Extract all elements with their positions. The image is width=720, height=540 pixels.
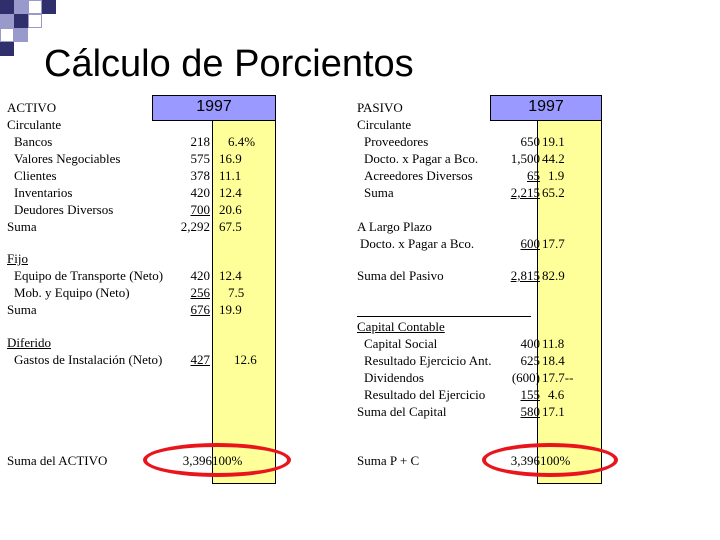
corner-square-4 xyxy=(42,0,56,14)
deudores-value: 700 xyxy=(190,202,210,217)
suma-capital-pct: 17.1 xyxy=(542,404,565,419)
fijo-suma-label: Suma xyxy=(7,302,37,317)
suma-capital-value: 580 xyxy=(520,404,540,419)
mobiliario-value: 256 xyxy=(190,285,210,300)
capital-social-pct: 11.8 xyxy=(542,336,565,351)
bancos-label: Bancos xyxy=(14,134,53,149)
circulante-suma-value: 2,292 xyxy=(180,219,210,234)
right-pct-column xyxy=(537,118,602,484)
docto-bco-value: 1,500 xyxy=(510,151,540,166)
activo-heading: ACTIVO xyxy=(7,100,57,115)
suma-activo-value: 3,396 xyxy=(182,453,212,468)
capital-social-value: 400 xyxy=(520,336,540,351)
circulante-suma-label: Suma xyxy=(7,219,37,234)
corner-square-3 xyxy=(28,0,42,14)
docto-largo-label: Docto. x Pagar a Bco. xyxy=(360,236,475,251)
deudores-pct: 20.6 xyxy=(219,202,242,217)
suma-activo-label: Suma del ACTIVO xyxy=(7,453,108,468)
proveedores-pct: 19.1 xyxy=(542,134,565,149)
gastos-instalacion-pct: 12.6 xyxy=(234,352,257,367)
diferido-heading: Diferido xyxy=(7,335,52,350)
suma-pc-label: Suma P + C xyxy=(357,453,420,468)
mobiliario-label: Mob. y Equipo (Neto) xyxy=(14,285,130,300)
docto-largo-value: 600 xyxy=(520,236,540,251)
corner-square-9 xyxy=(14,28,28,42)
docto-bco-pct: 44.2 xyxy=(542,151,565,166)
circulante-suma-pct: 67.5 xyxy=(219,219,242,234)
suma-pasivo-pct: 82.9 xyxy=(542,268,565,283)
page-title: Cálculo de Porcientos xyxy=(44,43,414,85)
gastos-instalacion-value: 427 xyxy=(190,352,210,367)
equipo-transporte-value: 420 xyxy=(190,268,210,283)
dividendos-label: Dividendos xyxy=(364,370,424,385)
corner-square-10 xyxy=(0,42,14,56)
suma-activo-pct: 100% xyxy=(212,453,243,468)
suma-capital-label: Suma del Capital xyxy=(357,404,447,419)
resultado-ejercicio-pct: 4.6 xyxy=(548,387,565,402)
suma-pasivo-value: 2,815 xyxy=(510,268,540,283)
gastos-instalacion-label: Gastos de Instalación (Neto) xyxy=(14,352,163,367)
left-year: 1997 xyxy=(196,98,232,115)
fijo-suma-pct: 19.9 xyxy=(219,302,242,317)
highlight-ellipse-right xyxy=(482,443,618,477)
corner-square-6 xyxy=(14,14,28,28)
resultado-ant-pct: 18.4 xyxy=(542,353,565,368)
suma-pc-value: 3,396 xyxy=(510,453,540,468)
inventarios-pct: 12.4 xyxy=(219,185,242,200)
bancos-pct: 6.4% xyxy=(228,134,256,149)
resultado-ejercicio-value: 155 xyxy=(520,387,540,402)
resultado-ejercicio-label: Resultado del Ejercicio xyxy=(364,387,486,402)
corner-square-5 xyxy=(0,14,14,28)
equipo-transporte-label: Equipo de Transporte (Neto) xyxy=(14,268,164,283)
pasivo-circ-suma-pct: 65.2 xyxy=(542,185,565,200)
mobiliario-pct: 7.5 xyxy=(228,285,245,300)
docto-largo-pct: 17.7 xyxy=(542,236,565,251)
dividendos-value: (600) xyxy=(511,370,540,385)
activo-circulante-heading: Circulante xyxy=(7,117,62,132)
suma-pasivo-label: Suma del Pasivo xyxy=(357,268,444,283)
proveedores-value: 650 xyxy=(520,134,540,149)
right-year: 1997 xyxy=(528,98,564,115)
fijo-suma-value: 676 xyxy=(190,302,210,317)
pasivo-heading: PASIVO xyxy=(357,100,403,115)
acreedores-value: 65 xyxy=(527,168,540,183)
valores-label: Valores Negociables xyxy=(14,151,121,166)
acreedores-label: Acreedores Diversos xyxy=(364,168,473,183)
capital-heading: Capital Contable xyxy=(357,319,445,334)
acreedores-pct: 1.9 xyxy=(548,168,565,183)
corner-square-1 xyxy=(0,0,14,14)
fijo-heading: Fijo xyxy=(7,251,28,266)
suma-pc-pct: 100% xyxy=(540,453,571,468)
valores-pct: 16.9 xyxy=(219,151,242,166)
divider-line xyxy=(357,316,531,317)
corner-square-8 xyxy=(0,28,14,42)
inventarios-value: 420 xyxy=(190,185,210,200)
equipo-transporte-pct: 12.4 xyxy=(219,268,242,283)
highlight-ellipse-left xyxy=(143,443,291,477)
resultado-ant-label: Resultado Ejercicio Ant. xyxy=(364,353,492,368)
valores-value: 575 xyxy=(190,151,210,166)
corner-square-7 xyxy=(28,14,42,28)
pasivo-circ-suma-value: 2,215 xyxy=(510,185,540,200)
clientes-value: 378 xyxy=(190,168,210,183)
largo-plazo-heading: A Largo Plazo xyxy=(357,219,432,234)
inventarios-label: Inventarios xyxy=(14,185,73,200)
capital-social-label: Capital Social xyxy=(364,336,438,351)
resultado-ant-value: 625 xyxy=(520,353,540,368)
bancos-value: 218 xyxy=(190,134,210,149)
pasivo-circ-suma-label: Suma xyxy=(364,185,394,200)
docto-bco-label: Docto. x Pagar a Bco. xyxy=(364,151,479,166)
pasivo-circulante-heading: Circulante xyxy=(357,117,412,132)
clientes-pct: 11.1 xyxy=(219,168,242,183)
corner-square-2 xyxy=(14,0,28,14)
clientes-label: Clientes xyxy=(14,168,57,183)
deudores-label: Deudores Diversos xyxy=(14,202,114,217)
proveedores-label: Proveedores xyxy=(364,134,429,149)
dividendos-pct: 17.7-- xyxy=(542,370,574,385)
